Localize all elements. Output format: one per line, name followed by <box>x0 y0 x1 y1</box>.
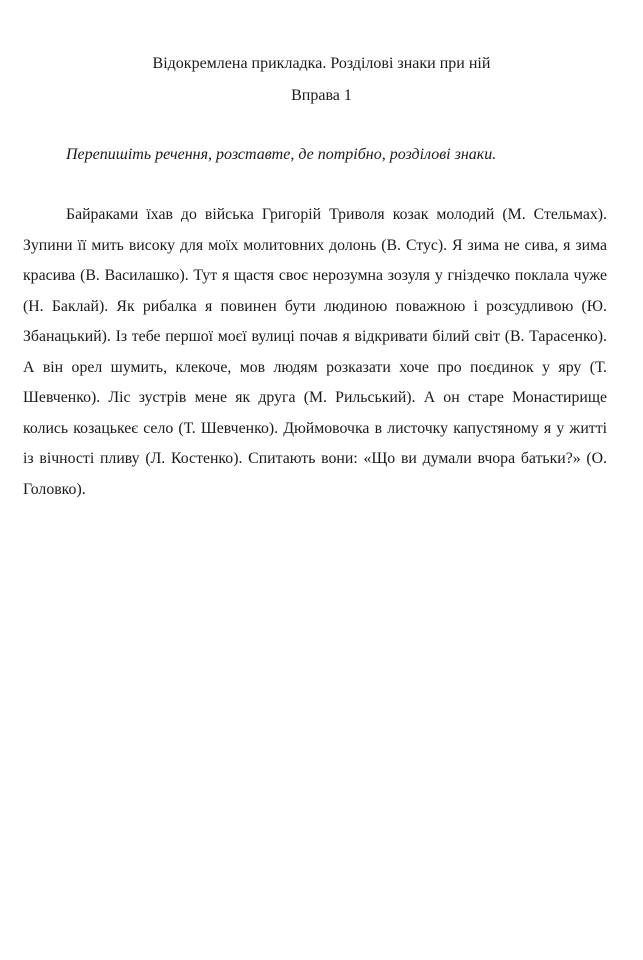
exercise-text: Байраками їхав до війська Григорій Триволя козак молодий (М. Стельмах). Зупини її мить високу для моїх молитовних долонь (В. Стус). Я зима не сива, я зима красива (В. Василашко). Тут я щастя своє нерозумна зозуля у гніздечко поклала чуже (Н. Баклай). Як рибалка я повинен бути людиною поважною і розсудливою (Ю. Збанацький). Із тебе першої моєї вулиці почав я відкривати білий світ (В. Тарасенко). А він орел шумить, клекоче, мов людям розказати хоче про поєдинок у яру (Т. Шевченко). Ліс зустрів мене як друга (М. Рильський). А он старе Монастирище колись козацькеє село (Т. Шевченко). Дюймовочка в листочку капустяному я у житті із вічності пливу (Л. Костенко). Спитають вони: «Що ви думали вчора батьки?» (О. Головко). <box>23 206 607 498</box>
page-title: Відокремлена прикладка. Розділові знаки при ній <box>152 55 491 72</box>
exercise-heading: Вправа 1 <box>291 87 352 104</box>
exercise-instruction: Перепишіть речення, розставте, де потрібно, розділові знаки. <box>66 146 497 163</box>
